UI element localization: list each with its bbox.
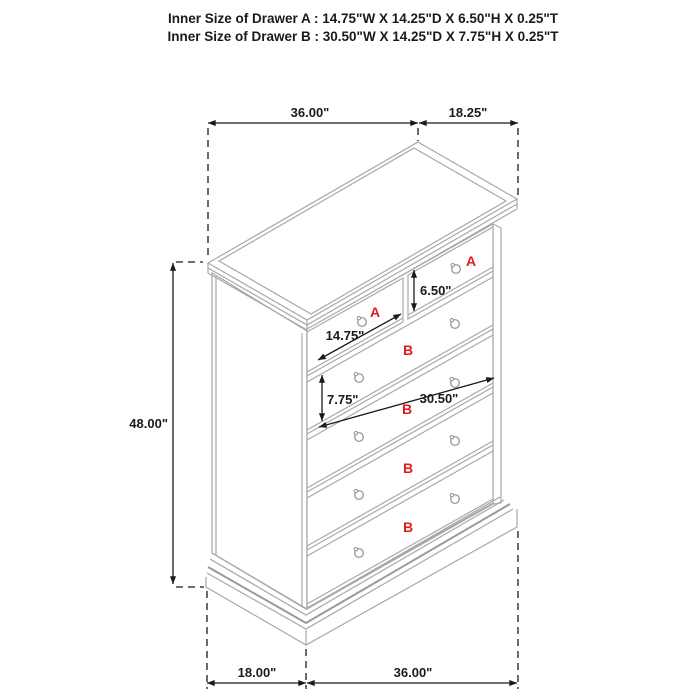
dim-label-top-depth: 18.25" [448,105,488,120]
label-drawer-b2: B [401,401,413,417]
dim-label-drawer-a-width: 14.75" [325,328,365,343]
dim-label-drawer-b-height: 7.75" [327,392,359,407]
dim-label-bottom-width: 36.00" [393,665,433,680]
label-drawer-a-left: A [369,304,381,320]
label-drawer-b3: B [402,460,414,476]
dim-label-top-width: 36.00" [290,105,330,120]
chest-drawing [206,142,517,645]
dim-label-bottom-depth: 18.00" [237,665,277,680]
right-side-edge [493,224,501,504]
dim-label-drawer-b-width: 30.50" [419,391,459,406]
label-drawer-b4: B [402,519,414,535]
label-drawer-b1: B [402,342,414,358]
header-drawer-b-spec: Inner Size of Drawer B : 30.50"W X 14.25"D X 7.75"H X 0.25"T [167,29,559,44]
dim-label-drawer-a-height: 6.50" [420,283,452,298]
label-drawer-a-right: A [465,253,477,269]
header [167,11,559,44]
header-drawer-a-spec: Inner Size of Drawer A : 14.75"W X 14.25"D X 6.50"H X 0.25"T [167,11,559,26]
dim-label-overall-height: 48.00" [129,416,168,431]
left-side-panel [212,273,307,609]
